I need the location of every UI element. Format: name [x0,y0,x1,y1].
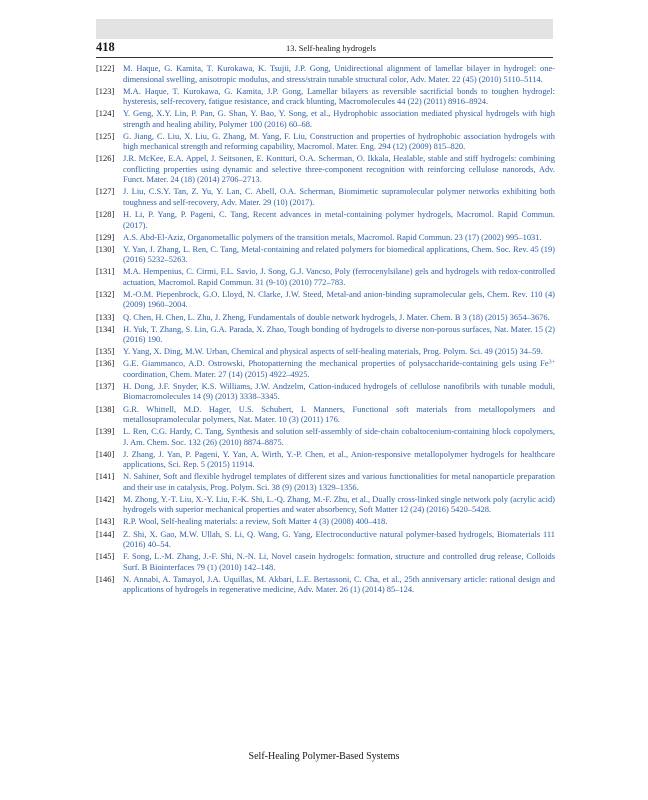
reference-text[interactable]: N. Sahiner, Soft and flexible hydrogel templates of different sizes and various functionalities for metal nanoparticle preparation and their use in catalysis, Prog. Polym. Sci. 38 (9) (2013) 1329–1356. [123,471,555,492]
reference-text[interactable]: M. Haque, G. Kamita, T. Kurokawa, K. Tsujii, J.P. Gong, Unidirectional alignment of lamellar bilayer in hydrogel: one-dimensional swelling, anisotropic modulus, and stress/strain tunable structural color, Adv. Mater. 22 (45) (2010) 5110–5114. [123,63,555,84]
reference-number: [132] [96,288,115,299]
reference-item [96,551,555,572]
reference-text[interactable]: G.E. Giammanco, A.D. Ostrowski, Photopatterning the mechanical properties of polysaccharide-containing gels using Fe [123,358,549,369]
reference-text[interactable]: F. Song, L.-M. Zhang, J.-F. Shi, N.-N. Li, Novel casein hydrogels: formation, structure and controlled drug release, Colloids Surf. B Biointerfaces 79 (1) (2010) 142–148. [123,551,555,572]
reference-item [96,131,555,152]
reference-number: [123] [96,85,115,96]
reference-text[interactable]: H. Li, P. Yang, P. Pageni, C. Tang, Recent advances in metal-containing polymer hydrogels, Macromol. Rapid Commun. (2017). [123,209,555,230]
reference-text[interactable]: Z. Shi, X. Gao, M.W. Ullah, S. Li, Q. Wang, G. Yang, Electroconductive natural polymer-based hydrogels, Biomaterials 111 (2016) 40–54. [123,528,555,550]
reference-item [96,516,555,527]
reference-text[interactable]: A.S. Abd-El-Aziz, Organometallic polymers of the transition metals, Macromol. Rapid Commun. 23 (17) (2002) 995–1031. [123,231,542,242]
reference-item [96,186,555,207]
reference-item [96,244,555,265]
reference-item [96,529,555,550]
reference-item [96,426,555,447]
reference-number: [137] [96,380,115,391]
reference-superscript: 3+ [548,359,555,366]
reference-number: [131] [96,266,115,277]
reference-item [96,312,555,323]
reference-item [96,404,555,425]
reference-item [96,289,555,310]
reference-number: [140] [96,448,115,459]
header-band [96,19,553,39]
reference-text[interactable]: J. Liu, C.S.Y. Tan, Z. Yu, Y. Lan, C. Abell, O.A. Scherman, Biomimetic supramolecular polymer networks exhibiting both toughness and self-recovery, Adv. Mater. 29 (10) (2017). [123,186,555,207]
reference-item [96,266,555,287]
reference-number: [143] [96,516,115,527]
reference-number: [127] [96,186,115,197]
reference-number: [139] [96,426,115,437]
reference-number: [128] [96,209,115,220]
reference-text[interactable]: J.R. McKee, E.A. Appel, J. Seitsonen, E. Kontturi, O.A. Scherman, O. Ikkala, Healable, stable and stiff hydrogels: combining conflicting properties using dynamic and selective three-component recognition with reinforcing cellulose nanorods, Adv. Funct. Mater. 24 (18) (2014) 2706–2713. [123,153,555,185]
reference-text[interactable]: M.-O.M. Piepenbrock, G.O. Lloyd, N. Clarke, J.W. Steed, Metal-and anion-binding supramolecular gels, Chem. Rev. 110 (4) (2009) 1960–2004. [123,288,555,310]
reference-item [96,471,555,492]
reference-item [96,209,555,230]
reference-number: [134] [96,323,115,334]
reference-number: [138] [96,403,115,414]
reference-number: [122] [96,63,115,73]
reference-text[interactable]: H. Yuk, T. Zhang, S. Lin, G.A. Parada, X. Zhao, Tough bonding of hydrogels to diverse non-porous surfaces, Nat. Mater. 15 (2) (2016) 190. [123,323,555,345]
reference-number: [144] [96,528,115,539]
reference-text[interactable]: Y. Yan, J. Zhang, L. Ren, C. Tang, Metal-containing and related polymers for biomedical applications, Chem. Soc. Rev. 45 (19) (2016) 5232–5263. [123,243,555,265]
reference-item [96,381,555,402]
reference-item [96,494,555,515]
reference-number: [141] [96,471,115,482]
reference-number: [126] [96,153,115,164]
reference-text[interactable]: Y. Geng, X.Y. Lin, P. Pan, G. Shan, Y. Bao, Y. Song, et al., Hydrophobic association mediated physical hydrogels with high strength and healing ability, Polymer 100 (2016) 60–68. [123,108,555,129]
reference-text[interactable]: M.A. Haque, T. Kurokawa, G. Kamita, J.P. Gong, Lamellar bilayers as reversible sacrificial bonds to toughen hydrogel: hysteresis, self-recovery, fatigue resistance, and crack blunting, Macromolecules 44 (22) (2011) 8916–8924. [123,85,555,107]
page-number: 418 [96,40,115,54]
reference-item [96,63,555,84]
reference-number: [124] [96,108,115,119]
reference-number: [133] [96,311,115,322]
reference-number: [145] [96,551,115,562]
reference-item [96,358,555,379]
reference-item [96,574,555,595]
reference-number: [135] [96,346,115,357]
reference-text[interactable]: R.P. Wool, Self-healing materials: a review, Soft Matter 4 (3) (2008) 400–418. [123,516,388,527]
reference-text[interactable]: M. Zhong, Y.-T. Liu, X.-Y. Liu, F.-K. Shi, L.-Q. Zhang, M.-F. Zhu, et al., Dually cross-linked single network poly (acrylic acid) hydrogels with superior mechanical properties and water absorbency, Soft Matter 12 (24) (2016) 5420–5428. [123,493,555,515]
reference-text[interactable]: G.R. Whittell, M.D. Hager, U.S. Schubert, I. Manners, Functional soft materials from metallopolymers and metallosupramolecular polymers, Nat. Mater. 10 (3) (2011) 176. [123,403,555,424]
reference-item [96,232,555,243]
reference-text-continued[interactable]: coordination, Chem. Mater. 27 (14) (2015) 4922–4925. [123,368,310,379]
reference-text[interactable]: Q. Chen, H. Chen, L. Zhu, J. Zheng, Fundamentals of double network hydrogels, J. Mater. Chem. B 3 (18) (2015) 3654–3676. [123,311,550,322]
header-divider [96,57,553,58]
reference-list [96,63,555,596]
chapter-title: 13. Self-healing hydrogels [286,43,376,53]
reference-item [96,108,555,129]
reference-item [96,324,555,345]
reference-number: [136] [96,358,115,369]
reference-item [96,86,555,107]
reference-number: [146] [96,573,115,584]
reference-item [96,153,555,185]
reference-text[interactable]: Y. Yang, X. Ding, M.W. Urban, Chemical and physical aspects of self-healing materials, Prog. Polym. Sci. 49 (2015) 34–59. [123,346,543,357]
reference-number: [130] [96,243,115,254]
book-title-footer: Self-Healing Polymer-Based Systems [248,751,400,762]
reference-number: [125] [96,130,115,141]
reference-item [96,449,555,470]
reference-text[interactable]: G. Jiang, C. Liu, X. Liu, G. Zhang, M. Yang, F. Liu, Construction and properties of hydrophobic association hydrogels with high mechanical strength and reforming capability, Macromol. Mater. Eng. 294 (12) (2009) 815–820. [123,130,555,152]
reference-text[interactable]: H. Dong, J.F. Snyder, K.S. Williams, J.W. Andzelm, Cation-induced hydrogels of cellulose nanofibrils with tunable moduli, Biomacromolecules 14 (9) (2013) 3338–3345. [123,380,555,402]
reference-text[interactable]: N. Annabi, A. Tamayol, J.A. Uquillas, M. Akbari, L.E. Bertassoni, C. Cha, et al., 25th anniversary article: rational design and applications of hydrogels in regenerative medicine, Adv. Mater. 26 (1) (2014) 85–124. [123,573,555,595]
reference-text[interactable]: L. Ren, C.G. Hardy, C. Tang, Synthesis and solution self-assembly of side-chain cobaltocenium-containing block copolymers, J. Am. Chem. Soc. 132 (26) (2010) 8874–8875. [123,426,555,447]
reference-number: [129] [96,231,115,242]
reference-text[interactable]: J. Zhang, J. Yan, P. Pageni, Y. Yan, A. Wirth, Y.-P. Chen, et al., Anion-responsive metallopolymer hydrogels for healthcare applications, Sci. Rep. 5 (2015) 11914. [123,448,555,470]
reference-text[interactable]: M.A. Hempenius, C. Cirmi, F.L. Savio, J. Song, G.J. Vancso, Poly (ferrocenylsilane) gels and hydrogels with redox-controlled actuation, Macromol. Rapid Commun. 31 (9-10) (2010) 772–783. [123,266,555,287]
reference-item [96,346,555,357]
reference-number: [142] [96,493,115,504]
